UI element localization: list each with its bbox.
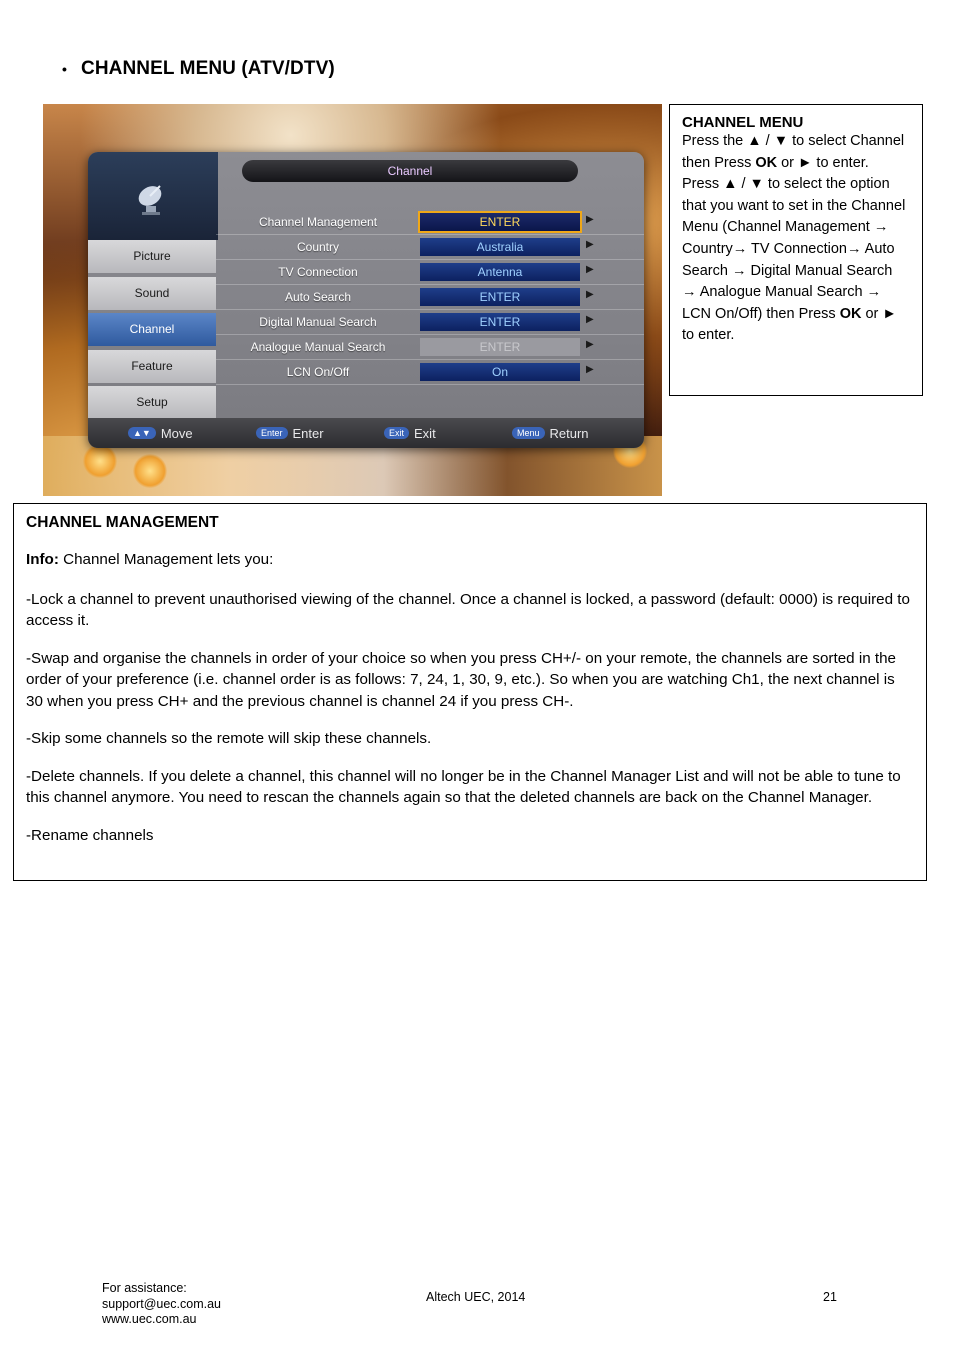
menu-key-icon: Menu: [512, 427, 545, 439]
management-paragraph: -Skip some channels so the remote will skip these channels.: [26, 730, 432, 747]
option-label: Country: [296, 240, 340, 254]
instructions-step-1: [682, 131, 910, 174]
side-item-setup[interactable]: Setup: [88, 386, 216, 419]
assistance-label: For assistance:: [102, 1281, 187, 1295]
footer-hint-label: Return: [549, 425, 589, 441]
info-text: Channel Management lets you:: [58, 551, 274, 568]
footer-hint-return: [512, 426, 640, 441]
side-item-channel[interactable]: Channel: [88, 313, 216, 346]
bullet-icon: •: [62, 61, 68, 77]
option-label: LCN On/Off: [286, 365, 350, 379]
channel-management-box: [13, 503, 927, 881]
chevron-right-icon: ▶: [586, 364, 594, 375]
option-row[interactable]: [216, 235, 644, 260]
option-label: Channel Management: [258, 215, 378, 229]
option-label: Digital Manual Search: [259, 315, 377, 329]
info-label: Info:: [26, 551, 59, 568]
move-key-icon: ▲▼: [128, 427, 156, 439]
section-heading: [62, 58, 335, 80]
flower-decoration-icon: [83, 444, 117, 478]
option-row[interactable]: [216, 285, 644, 310]
footer-hint-label: Exit: [414, 425, 436, 441]
step-1-text-end: or ► to enter.: [777, 154, 869, 171]
option-label: Auto Search: [284, 290, 352, 304]
footer-hint-enter: [256, 426, 384, 441]
option-label: Analogue Manual Search: [250, 340, 386, 354]
tv-menu-logo-area: [88, 152, 218, 240]
tv-menu-window: [88, 152, 644, 448]
satellite-dish-icon: [134, 178, 168, 218]
management-paragraph: -Swap and organise the channels in order of your choice so when you press CH+/- on your remote, the channels are sorted in the order of your preference (i.e. channel order is as follows: 7, 24, 1, 30, 9, etc.). So when you are watching Ch1, the next channel is 30 when you press CH+ and the previous channel is channel 24 if you press CH-.: [26, 649, 896, 710]
chevron-right-icon: ▶: [586, 239, 594, 250]
footer-hint-label: Enter: [292, 425, 324, 441]
option-row[interactable]: [216, 210, 644, 235]
ok-label: OK: [755, 154, 778, 171]
option-row[interactable]: [216, 310, 644, 335]
instructions-step-2: [682, 174, 910, 347]
footer-company: Altech UEC, 2014: [426, 1290, 526, 1304]
channel-menu-instructions: [669, 104, 923, 396]
chevron-right-icon: ▶: [586, 214, 594, 225]
side-item-picture[interactable]: Picture: [88, 240, 216, 273]
option-value[interactable]: Antenna: [420, 263, 580, 281]
option-row[interactable]: [216, 360, 644, 385]
instructions-title: CHANNEL MENU: [682, 114, 804, 131]
option-value[interactable]: ENTER: [420, 313, 580, 331]
step-1-text: Press the ▲ / ▼ to select Channel then Press: [682, 133, 905, 171]
exit-key-icon: Exit: [384, 427, 409, 439]
management-title: CHANNEL MANAGEMENT: [26, 514, 219, 531]
management-paragraph: -Lock a channel to prevent unauthorised viewing of the channel. Once a channel is locked, a password (default: 0000) is required to access it.: [26, 590, 910, 629]
page-number: 21: [823, 1290, 837, 1304]
footer-assistance: [102, 1281, 221, 1328]
chevron-right-icon: ▶: [586, 339, 594, 350]
management-paragraph: -Rename channels: [26, 826, 154, 844]
channel-options-list: [216, 210, 644, 385]
footer-hint-label: Move: [160, 425, 193, 441]
flower-decoration-icon: [133, 454, 167, 488]
option-value[interactable]: ENTER: [420, 288, 580, 306]
option-row: [216, 335, 644, 360]
website-link[interactable]: www.uec.com.au: [102, 1312, 197, 1326]
side-item-feature[interactable]: Feature: [88, 350, 216, 383]
management-paragraph: -Delete channels. If you delete a channel, this channel will no longer be in the Channel Manager List and will not be able to tune to this channel anymore. You need to rescan the channels again so that the deleted channels are back on the Channel Manager.: [26, 767, 901, 806]
option-value[interactable]: ENTER: [420, 213, 580, 231]
option-value[interactable]: On: [420, 363, 580, 381]
tv-menu-photo: [43, 104, 662, 496]
footer-hint-move: [128, 426, 256, 441]
tv-side-menu: [88, 240, 216, 423]
step-2-text: Press ▲ / ▼ to select the option that you want to set in the Channel Menu (Channel Management → Country→ TV Connection→ Auto Search → Digital Manual Search → Analogue Manual Search → LCN On/Off) then Press: [682, 176, 906, 322]
footer-hint-exit: [384, 426, 512, 441]
tv-menu-footer: [88, 418, 644, 448]
side-item-sound[interactable]: Sound: [88, 277, 216, 310]
chevron-right-icon: ▶: [586, 314, 594, 325]
support-email-link[interactable]: support@uec.com.au: [102, 1296, 222, 1311]
option-value[interactable]: Australia: [420, 238, 580, 256]
management-intro: [26, 549, 914, 571]
chevron-right-icon: ▶: [586, 264, 594, 275]
menu-title: Channel: [242, 160, 578, 182]
section-title: CHANNEL MENU (ATV/DTV): [81, 58, 335, 79]
option-row[interactable]: [216, 260, 644, 285]
chevron-right-icon: ▶: [586, 289, 594, 300]
option-label: TV Connection: [278, 265, 358, 279]
step-2-text-end: or ► to enter.: [682, 305, 897, 344]
enter-key-icon: Enter: [256, 427, 288, 439]
option-value: ENTER: [420, 338, 580, 356]
ok-label: OK: [839, 305, 862, 322]
